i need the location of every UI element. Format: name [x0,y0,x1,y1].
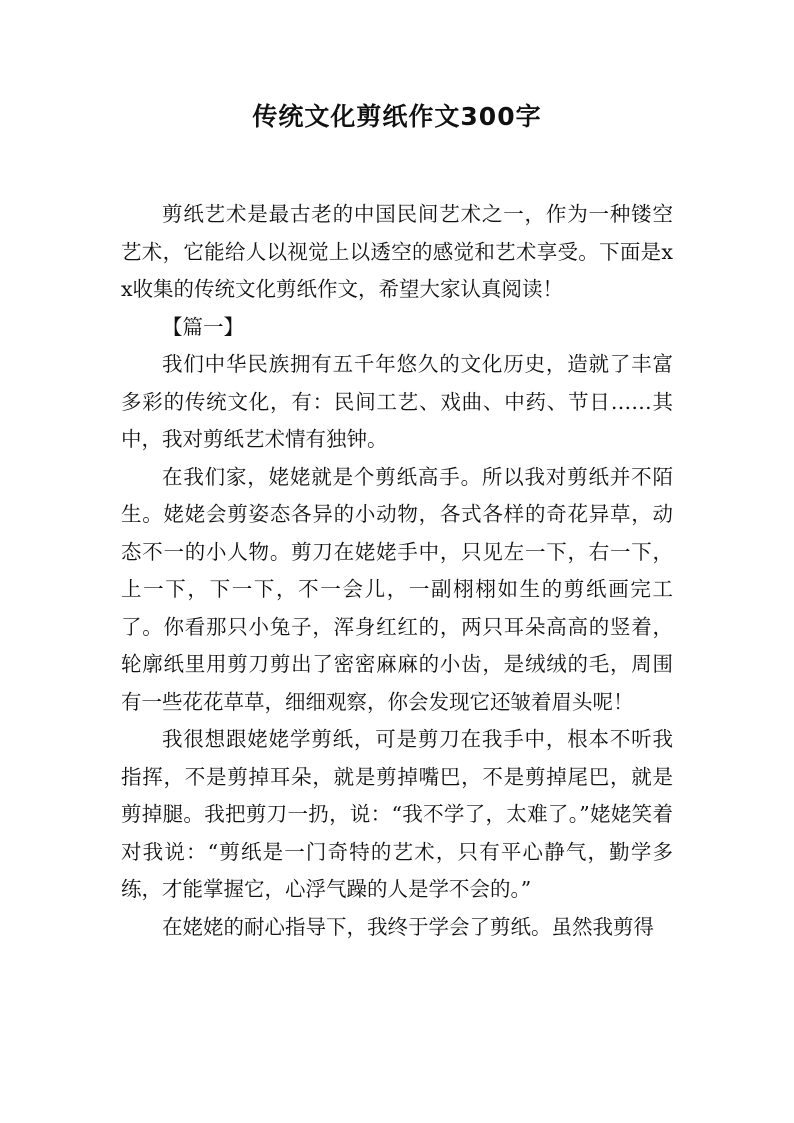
body-paragraph: 在姥姥的耐心指导下，我终于学会了剪纸。虽然我剪得 [162,914,654,939]
body-paragraph: 在我们家，姥姥就是个剪纸高手。所以我对剪纸并不陌生。姥姥会剪姿态各异的小动物，各式各样的奇花异草，动态不一的小人物。剪刀在姥姥手中，只见左一下，右一下，上一下，下一下，不一会儿，一副栩栩如生的剪纸画完工了。你看那只小兔子，浑身红红的，两只耳朵高高的竖着，轮廓纸里用剪刀剪出了密密麻麻的小齿，是绒绒的毛，周围有一些花花草草，细细观察，你会发现它还皱着眉头呢！ [121,464,673,714]
body-paragraph: 我很想跟姥姥学剪纸，可是剪刀在我手中，根本不听我指挥，不是剪掉耳朵，就是剪掉嘴巴，不是剪掉尾巴，就是剪掉腿。我把剪刀一扔，说：“我不学了，太难了。”姥姥笑着对我说：“剪纸是一门奇特的艺术，只有平心静气，勤学多练，才能掌握它，心浮气躁的人是学不会的。” [121,727,673,901]
intro-paragraph: 剪纸艺术是最古老的中国民间艺术之一，作为一种镂空艺术，它能给人以视觉上以透空的感觉和艺术享受。下面是xx收集的传统文化剪纸作文，希望大家认真阅读！ [121,202,673,301]
section-heading: 【篇一】 [162,314,244,339]
body-paragraph: 我们中华民族拥有五千年悠久的文化历史，造就了丰富多彩的传统文化，有：民间工艺、戏曲、中药、节日……其中，我对剪纸艺术情有独钟。 [121,352,673,451]
page-title: 传统文化剪纸作文300字 [252,102,542,131]
article-body [121,196,673,946]
